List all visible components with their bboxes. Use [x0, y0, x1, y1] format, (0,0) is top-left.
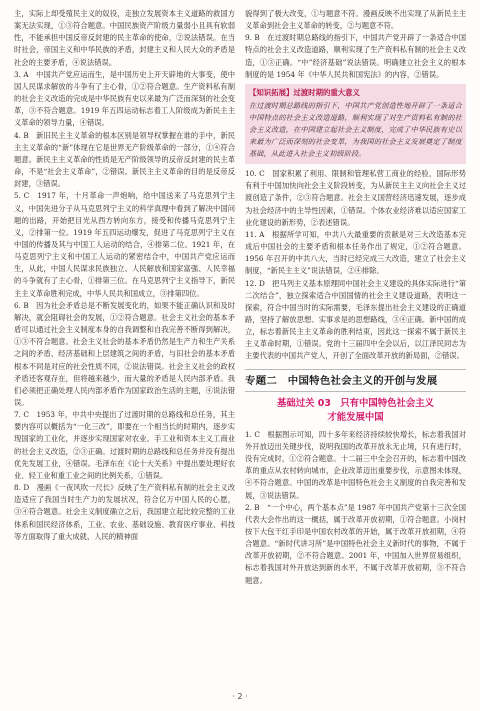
answer-paragraph: 11. A 根据所学可知，中共八大最重要的贡献是对三大改造基本完成后中国社会的主要矛盾和根本任务作出了规定，①②符合题意。1956 年召开的中共八大，当时已经完成三大改造，建立了社会主义制度，“新民主主义”说法错误，②④排除。	[245, 229, 466, 276]
answer-paragraph: 10. C 国家积累了利用、限制和管理私营工商业的经验，国际形势有利于中国加快向社会主义阶段转变，为从新民主主义向社会主义过渡创造了条件，②③符合题意。社会主义国营经济迅速发展，逐步成为社会经济中的主导性因素，①错误。个体农业经济难以适应国家工业化建设的新形势，②表述错误。	[245, 169, 466, 227]
answer-paragraph: 7. C 1953 年，中共中央提出了过渡时期的总路线和总任务，其主要内容可以概括为“一化三改”，即要在一个相当长的时期内，逐步实现国家的工业化，并逐步实现国家对农业、手工业和资本主义工商业的社会主义改造，②③正确。过渡时期的总路线和总任务并没有提出优先发展工业，④错误。毛泽东在《论十大关系》中提出要处理好农业、轻工业和重工业之间的比例关系，①错误。	[14, 410, 235, 480]
answer-paragraph: 9. B 在过渡时期总路线的指引下，中国共产党开辟了一条适合中国特点的社会主义改造道路，顺利实现了生产资料私有制的社会主义改造，①③正确。“中”经济基础”说法错误。明确建立社会主义的根本制度的是 1954 年《中华人民共和国宪法》的内容，②错误。	[245, 33, 466, 79]
knowledge-extension-title: 【知识拓展】过渡时期的重大意义	[249, 87, 360, 97]
answer-paragraph: 8. D 漫画《一夜风吹一尺长》反映了生产资料私有制的社会主义改造适应了我国当时生产力的发展状况，符合亿万中国人民的心愿，③④符合题意。社会主义制度确立之后，我国建立起比较完整的工业体系和国民经济体系，工业、农业、基础设施、教育医疗事业、科技等方面取得了重大成就，人民的精神面	[14, 483, 235, 541]
section-heading-line1: 基础过关 03 只有中国特色社会主义	[277, 397, 434, 409]
answer-paragraph: 2. B “一个中心，两个基本点”是 1987 年中国共产党第十三次全国代表大会作出的这一概括，属于改革开放初期，①符合题意。小岗村按下大包干红手印是中国农村改革的开始，属于改革开放初期，④符合题意。“新时代讲习所”是中国特色社会主义新时代的事物，不属于改革开放初期，②不符合题意。2001 年，中国加入世界贸易组织，标志着我国对外开放达到新的水平，不属于改革开放初期，③不符合题意。	[245, 502, 466, 585]
section-heading	[245, 397, 466, 425]
knowledge-extension-label: 知识拓展	[256, 87, 286, 97]
section-heading-line2: 才能发展中国	[327, 411, 384, 423]
left-column	[14, 8, 235, 587]
answer-paragraph: 6. B 因为社会矛盾总是不断发展变化的，如果不能正确认识和及时解决，就会阻碍社会的发展，①②符合题意。社会主义社会的基本矛盾可以通过社会主义制度本身的自我调整和自我完善不断得到解决，①③不符合题意。社会主义社会的基本矛盾仍然是生产力和生产关系之间的矛盾、经济基础和上层建筑之间的矛盾，与旧社会的基本矛盾根本不同是对应的社会性质不同，②说法错误。社会主义社会的政权矛盾还客观存在，但将越来越少，而大量的矛盾是人民内部矛盾。我们必须把正确处理人民内部矛盾作为国家政治生活的主题，④说法错误。	[14, 300, 235, 407]
knowledge-extension-body: 在过渡时期总路线的指引下，中国共产党创造性地开辟了一条适合中国特点的社会主义改造道路，顺利实现了对生产资料私有制的社会主义改造，在中国建立起社会主义制度，完成了中华民族有史以来最为广泛而深刻的社会变革，为我国的社会主义发展奠定了制度基础，从此进入社会主义初级阶段。	[249, 101, 462, 159]
page-number: · 2 ·	[232, 692, 248, 701]
knowledge-extension-box	[245, 84, 466, 164]
answer-paragraph: 1. C 根据图示可知，四十多年来经济持续较快增长，标志着我国对外开放迈出关键步伐，说明我国的改革开放永无止境，只有进行时，没有完成时，①②符合题意。十二届三中全会召开的，标志着中国改革的重点从农村转向城市，企业改革迈出重要步伐，示意图未体现，④不符合题意。中国的改革是中国特色社会主义制度的自我完善和发展，③说法错误。	[245, 429, 466, 500]
answer-paragraph: 貌得到了极大改变，①与题意不符。漫画反映不出实现了从新民主主义革命到社会主义革命的转变，②与题意不符。	[245, 9, 466, 31]
answer-paragraph: 3. A 中国共产党应运而生，是中国历史上开天辟地的大事变，使中国人民谋求解放的斗争有了主心骨，①②符合题意。生产资料私有制的社会主义改造的完成是中华民族有史以来最为广泛而深刻的社会变革，③不符合题意。1919 年五四运动标志着工人阶级成为新民主主义革命的领导力量，④错误。	[14, 69, 235, 128]
answer-paragraph: 5. C 1917 年，十月革命一声炮响，给中国送来了马克思列宁主义，中国先进分子从马克思列宁主义的科学真理中看到了解决中国问题的出路，开始把目光从西方转向东方，接受和传播马克思列宁主义，②排第一位。1919 年五四运动爆发，促进了马克思列宁主义在中国的传播及其与中国工人运动的结合，④排第二位。1921 年，在马克思列宁主义和中国工人运动的紧密结合中，中国共产党应运而生，从此，中国人民谋求民族独立、人民解放和国家富强、人民幸福的斗争就有了主心骨，①排第三位。在马克思列宁主义指导下，新民主主义革命胜利完成，中华人民共和国成立，③排第四位。	[14, 191, 235, 298]
two-column-body	[14, 8, 466, 587]
knowledge-extension-heading: 过渡时期的重大意义	[293, 87, 360, 97]
right-column	[245, 8, 466, 587]
chapter-heading: 专题二 中国特色社会主义的开创与发展	[245, 369, 466, 392]
answer-paragraph: 12. D 把马列主义基本原理同中国社会主义建设的具体实际进行“第二次结合”，独立探索适合中国国情的社会主义建设道路，表明这一探索，符合中国当时的实际需要，毛泽东提出社会主义建设的正确道路，坚持了解放思想、实事求是的思想路线，③④正确。新中国的成立，标志着新民主主义革命的胜利结束，因此这一探索不属于新民主主义革命时期，①错误。党的十三届四中全会以后，以江泽民同志为主要代表的中国共产党人，开创了全面改革开放的新局面，②错误。	[245, 278, 466, 361]
answer-paragraph: 主，实际上却受殖民主义的奴役，走独立发展资本主义道路的救国方案无法实现，①③符合题意。中国民族资产阶级力量弱小且具有软弱性，不能承担中国反帝反封建的民主革命的使命，②说法错误。在当时社会，帝国主义和中华民族的矛盾，封建主义和人民大众的矛盾是社会的主要矛盾，④说法错误。	[14, 9, 235, 67]
answer-paragraph: 4. B 新旧民主主义革命的根本区别是领导权掌握在谁的手中，新民主主义革命的“新”体现在它是世界无产阶级革命的一部分，①④符合题意。新民主主义革命的性质是无产阶级领导的反帝反封建的民主革命，不是“社会主义革命”，②错误。新民主主义革命的目的是反帝反封建，③错误。	[14, 130, 235, 189]
